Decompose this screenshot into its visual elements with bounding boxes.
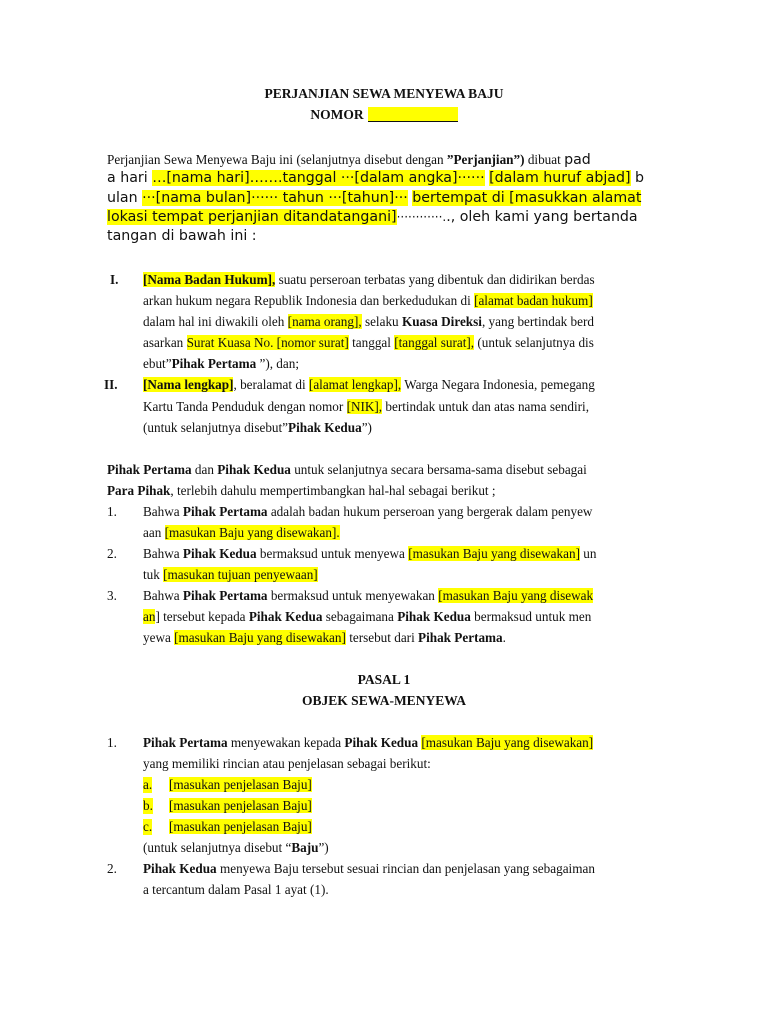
intro-line-2: a hari …[nama hari]…….tanggal ···[dalam angka]······ [dalam huruf abjad] b <box>107 170 645 186</box>
intro-line-5: tangan di bawah ini : <box>107 228 257 244</box>
party-2-line-3: (untuk selanjutnya disebut”Pihak Kedua”) <box>143 420 372 435</box>
party-marker-2: II. <box>104 377 118 392</box>
placeholder-alamat-badan-hukum: [alamat badan hukum] <box>474 293 593 308</box>
party-1-line-1: [Nama Badan Hukum], suatu perseroan terbatas yang dibentuk dan didirikan berdas <box>143 272 595 287</box>
placeholder-penjelasan-baju: [masukan penjelasan Baju] <box>169 798 312 813</box>
party-1-line-5: ebut”Pihak Pertama ”), dan; <box>143 356 300 371</box>
recital-item-2-line-1: Bahwa Pihak Kedua bermaksud untuk menyewa [masukan Baju yang disewakan] un <box>143 546 597 561</box>
placeholder-penjelasan-baju: [masukan penjelasan Baju] <box>169 819 312 834</box>
placeholder-huruf-abjad: [dalam huruf abjad] <box>489 170 631 186</box>
sub-item-c-marker: c. <box>143 819 153 834</box>
placeholder-baju-disewakan: [masukan Baju yang disewakan]. <box>164 525 340 540</box>
party-1-line-2: arkan hukum negara Republik Indonesia dan berkedudukan di [alamat badan hukum] <box>143 293 593 308</box>
placeholder-baju-disewakan: [masukan Baju yang disewak <box>438 588 594 603</box>
document-title: PERJANJIAN SEWA MENYEWA BAJU <box>264 86 504 101</box>
intro-line-4: lokasi tempat perjanjian ditandatangani]············.., oleh kami yang bertanda <box>107 209 638 225</box>
placeholder-tujuan-penyewaan: [masukan tujuan penyewaan] <box>163 567 318 582</box>
placeholder-baju-disewakan: [masukan Baju yang disewakan] <box>408 546 580 561</box>
pasal-heading: OBJEK SEWA-MENYEWA <box>302 693 466 708</box>
recital-item-1-number: 1. <box>107 504 117 519</box>
pasal-item-2-line-2: a tercantum dalam Pasal 1 ayat (1). <box>143 882 329 897</box>
party-marker-1: I. <box>110 272 119 287</box>
sub-item-a <box>169 777 312 793</box>
party-1-line-4: asarkan Surat Kuasa No. [nomor surat] tanggal [tanggal surat], (untuk selanjutnya dis <box>143 335 594 350</box>
placeholder-baju-disewakan: [masukan Baju yang disewakan] <box>174 630 346 645</box>
pasal-item-1-line-1: Pihak Pertama menyewakan kepada Pihak Kedua [masukan Baju yang disewakan] <box>143 735 594 750</box>
party-2-line-2: Kartu Tanda Penduduk dengan nomor [NIK], bertindak untuk dan atas nama sendiri, <box>143 399 590 414</box>
recital-item-1-line-1: Bahwa Pihak Pertama adalah badan hukum perseroan yang bergerak dalam penyew <box>143 504 593 519</box>
placeholder-nama-lengkap: [Nama lengkap] <box>143 377 234 392</box>
sub-item-c <box>169 819 312 835</box>
recital-item-3-line-1: Bahwa Pihak Pertama bermaksud untuk menyewakan [masukan Baju yang disewak <box>143 588 594 603</box>
sub-item-b-marker: b. <box>143 798 153 813</box>
recital-item-3-number: 3. <box>107 588 117 603</box>
placeholder-alamat-lokasi: bertempat di [masukkan alamat <box>412 190 642 206</box>
placeholder-lokasi-cont: lokasi tempat perjanjian ditandatangani] <box>107 209 397 225</box>
pasal-item-2-line-1: Pihak Kedua menyewa Baju tersebut sesuai rincian dan penjelasan yang sebagaiman <box>143 861 595 876</box>
placeholder-tanggal-surat: [tanggal surat], <box>394 335 475 350</box>
party-2-line-1: [Nama lengkap], beralamat di [alamat lengkap], Warga Negara Indonesia, pemegang <box>143 377 595 392</box>
sub-item-b <box>169 798 312 814</box>
recital-item-2-line-2: tuk [masukan tujuan penyewaan] <box>143 567 318 582</box>
nomor-label: NOMOR <box>310 107 364 122</box>
placeholder-nik: [NIK], <box>346 399 383 414</box>
pasal-note: (untuk selanjutnya disebut “Baju”) <box>143 840 329 855</box>
placeholder-baju-disewakan: [masukan Baju yang disewakan] <box>421 735 594 750</box>
sub-item-a-marker: a. <box>143 777 153 792</box>
placeholder-surat-kuasa: Surat Kuasa No. [nomor surat] <box>186 335 349 350</box>
pasal-item-2-number: 2. <box>107 861 117 876</box>
pasal-item-1-line-2: yang memiliki rincian atau penjelasan sebagai berikut: <box>143 756 431 771</box>
pasal-item-1-number: 1. <box>107 735 117 750</box>
recital-item-3-line-3: yewa [masukan Baju yang disewakan] tersebut dari Pihak Pertama. <box>143 630 506 645</box>
placeholder-penjelasan-baju: [masukan penjelasan Baju] <box>169 777 312 792</box>
placeholder-alamat-lengkap: [alamat lengkap], <box>308 377 402 392</box>
recital-item-2-number: 2. <box>107 546 117 561</box>
placeholder-hari-tanggal: …[nama hari]…….tanggal ···[dalam angka]······ <box>152 170 485 186</box>
document-number <box>0 107 768 123</box>
placeholder-bulan-tahun: ···[nama bulan]······ tahun ···[tahun]··· <box>142 190 408 206</box>
recital-line-2: Para Pihak, terlebih dahulu mempertimbangkan hal-hal sebagai berikut ; <box>107 483 496 498</box>
recital-item-3-line-2: an] tersebut kepada Pihak Kedua sebagaimana Pihak Kedua bermaksud untuk men <box>143 609 592 624</box>
pasal-number: PASAL 1 <box>357 672 411 687</box>
intro-line-3: ulan ···[nama bulan]······ tahun ···[tahun]··· bertempat di [masukkan alamat <box>107 190 642 206</box>
party-1-line-3: dalam hal ini diwakili oleh [nama orang], selaku Kuasa Direksi, yang bertindak berd <box>143 314 594 329</box>
nomor-blank-field[interactable] <box>368 107 458 122</box>
recital-item-1-line-2: aan [masukan Baju yang disewakan]. <box>143 525 340 540</box>
placeholder-nama-badan-hukum: [Nama Badan Hukum], <box>143 272 276 287</box>
intro-line-1: Perjanjian Sewa Menyewa Baju ini (selanjutnya disebut dengan ”Perjanjian”) dibuat pad <box>107 152 591 168</box>
recital-line-1: Pihak Pertama dan Pihak Kedua untuk selanjutnya secara bersama-sama disebut sebagai <box>107 462 587 477</box>
placeholder-nama-orang: [nama orang], <box>287 314 362 329</box>
